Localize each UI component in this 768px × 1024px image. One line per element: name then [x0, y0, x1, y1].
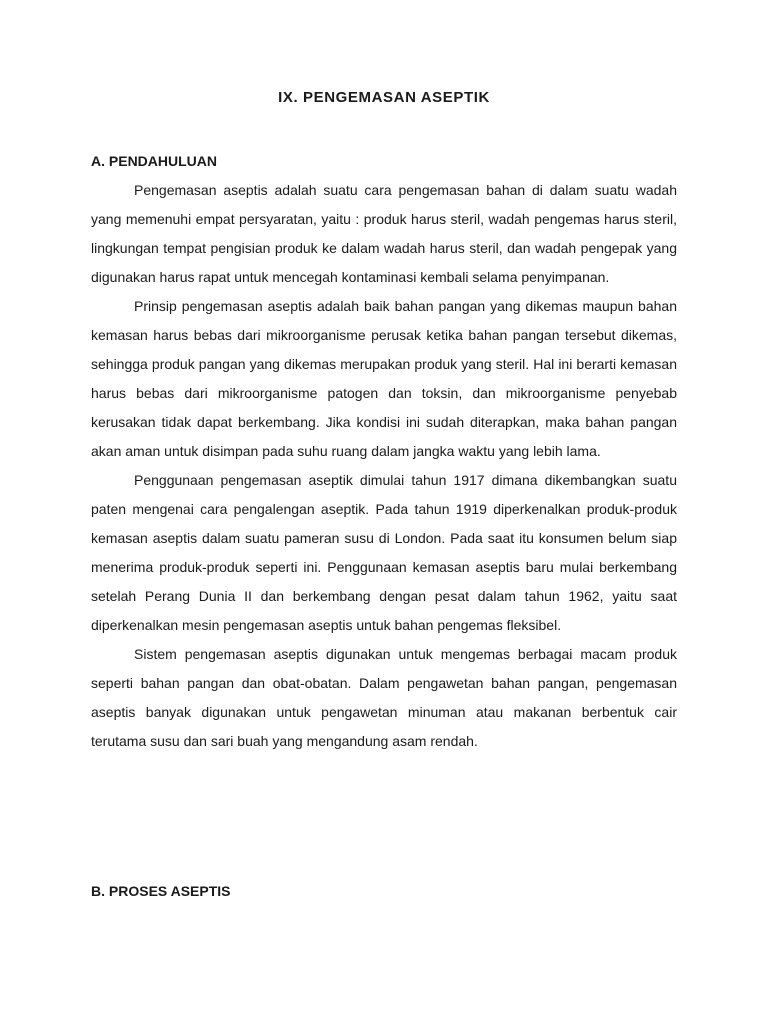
- section-body-pendahuluan: [91, 176, 677, 756]
- section-heading-proses-aseptis: B. PROSES ASEPTIS: [91, 883, 231, 899]
- paragraph-definition: Pengemasan aseptis adalah suatu cara pengemasan bahan di dalam suatu wadah yang memenuhi empat persyaratan, yaitu : produk harus steril, wadah pengemas harus steril, lingkungan tempat pengisian produk ke dalam wadah harus steril, dan wadah pengepak yang digunakan harus rapat untuk mencegah kontaminasi kembali selama penyimpanan.: [91, 182, 677, 285]
- paragraph-application: Sistem pengemasan aseptis digunakan untuk mengemas berbagai macam produk seperti bahan pangan dan obat-obatan. Dalam pengawetan bahan pangan, pengemasan aseptis banyak digunakan untuk pengawetan minuman atau makanan berbentuk cair terutama susu dan sari buah yang mengandung asam rendah.: [91, 646, 677, 749]
- paragraph-principle: Prinsip pengemasan aseptis adalah baik bahan pangan yang dikemas maupun bahan kemasan harus bebas dari mikroorganisme perusak ketika bahan pangan tersebut dikemas, sehingga produk pangan yang dikemas merupakan produk yang steril. Hal ini berarti kemasan harus bebas dari mikroorganisme patogen dan toksin, dan mikroorganisme penyebab kerusakan tidak dapat berkembang. Jika kondisi ini sudah diterapkan, maka bahan pangan akan aman untuk disimpan pada suhu ruang dalam jangka waktu yang lebih lama.: [91, 298, 677, 459]
- section-heading-pendahuluan: A. PENDAHULUAN: [91, 153, 217, 169]
- document-title: IX. PENGEMASAN ASEPTIK: [278, 89, 490, 106]
- paragraph-history: Penggunaan pengemasan aseptik dimulai tahun 1917 dimana dikembangkan suatu paten mengenai cara pengalengan aseptik. Pada tahun 1919 diperkenalkan produk-produk kemasan aseptis dalam suatu pameran susu di London. Pada saat itu konsumen belum siap menerima produk-produk seperti ini. Penggunaan kemasan aseptis baru mulai berkembang setelah Perang Dunia II dan berkembang dengan pesat dalam tahun 1962, yaitu saat diperkenalkan mesin pengemasan aseptis untuk bahan pengemas fleksibel.: [91, 472, 677, 633]
